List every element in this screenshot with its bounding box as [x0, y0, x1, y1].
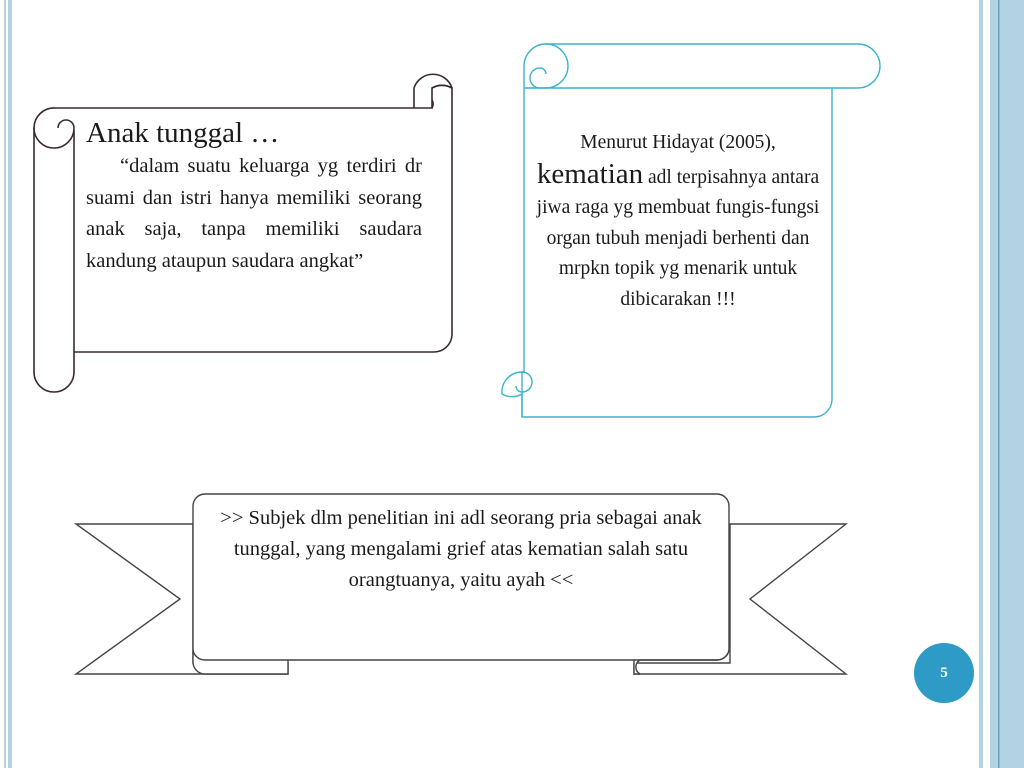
- kematian-definition: adl terpisahnya antara jiwa raga yg membuat fungis-fungsi organ tubuh menjadi berhenti dan mrpkn topik yg menarik untuk dibicarakan !!!: [536, 166, 820, 310]
- kematian-textbox: [530, 128, 826, 315]
- right-border-line: [979, 0, 983, 768]
- kematian-intro: Menurut Hidayat (2005),: [580, 132, 776, 153]
- slide-number-badge: 5: [914, 643, 974, 703]
- kematian-emphasis: kematian: [536, 157, 644, 190]
- right-border-accent: [998, 0, 1000, 768]
- right-border-bar: [990, 0, 1024, 768]
- left-border-bar: [8, 0, 12, 768]
- banner-text: >> Subjek dlm penelitian ini adl seorang pria sebagai anak tunggal, yang mengalami grief atas kematian salah satu orangtuanya, yaitu ayah <<: [220, 507, 702, 591]
- left-border-line: [4, 0, 6, 768]
- anak-tunggal-heading: Anak tunggal …: [86, 117, 280, 149]
- anak-tunggal-definition: “dalam suatu keluarga yg terdiri dr suami dan istri hanya memiliki seorang anak saja, tanpa memiliki saudara kandung ataupun saudara angkat”: [86, 155, 422, 272]
- anak-tunggal-textbox: [86, 115, 422, 277]
